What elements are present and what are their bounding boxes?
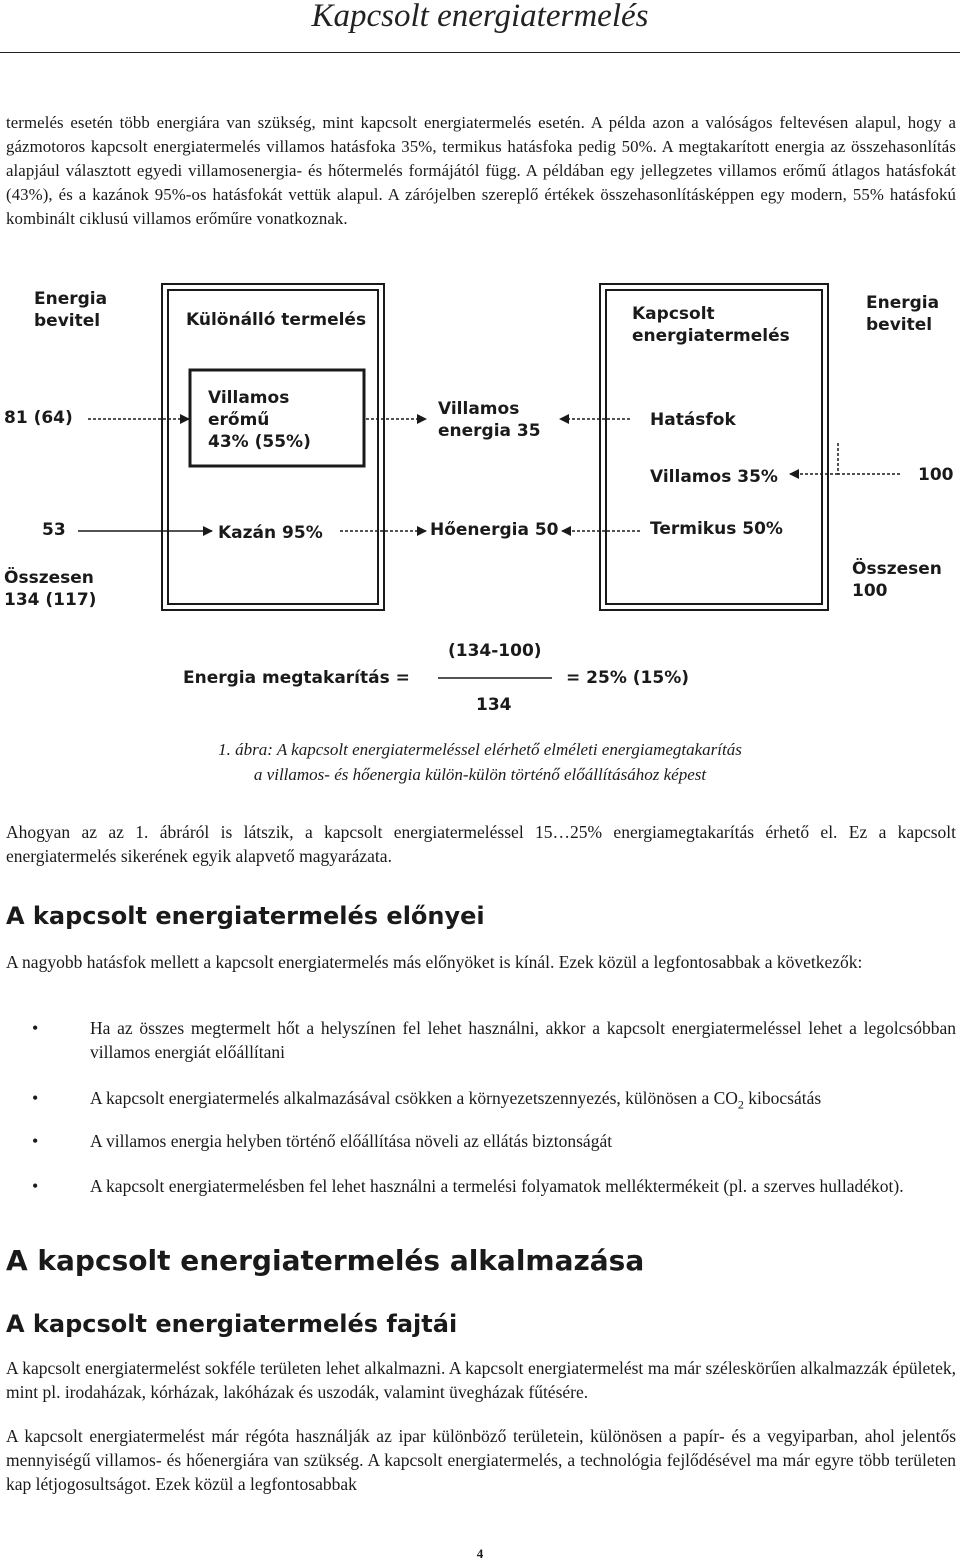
chp-title: Kapcsolt energiatermelés <box>632 304 790 346</box>
figure-caption-line1: 1. ábra: A kapcsolt energiatermeléssel elérhető elméleti energiamegtakarítás <box>218 740 742 759</box>
co2-tail: kibocsátás <box>743 1088 822 1108</box>
chp-input-value: 100 <box>918 465 954 485</box>
electric-energy-value: Villamos energia 35 <box>438 399 541 441</box>
page-number: 4 <box>476 1546 484 1561</box>
electric-efficiency: Villamos 35% <box>650 467 778 487</box>
after-figure-paragraph: Ahogyan az az 1. ábráról is látszik, a kapcsolt energiatermeléssel 15…25% energiamegtakarítás érhető el. Ez a kapcsolt energiatermelés sikerének egyik alapvető magyarázata. <box>6 822 956 866</box>
right-energy-input-header: Energia bevitel <box>866 293 940 335</box>
bullet-text: A kapcsolt energiatermelésben fel lehet használni a termelési folyamatok melléktermékeit (pl. a szerves hulladékot). <box>90 1176 904 1196</box>
left-energy-input-header: Energia bevitel <box>34 289 108 331</box>
bullet-text: A villamos energia helyben történő előállítása növeli az ellátás biztonságát <box>90 1131 613 1151</box>
application-paragraph-2: A kapcsolt energiatermelést már régóta használják az ipar különböző területein, különösen a papír- és a vegyiparban, ahol jelentős mennyiségű villamos- és hőenergiára van szükség. A kapcsolt energiatermelés, a technológia fejlődésével ma már egyre több területen kap létjogosultságot. Ezek közül a legfontosabbak <box>6 1426 956 1494</box>
figure-caption-line2: a villamos- és hőenergia külön-külön történő előállításához képest <box>253 765 707 784</box>
saving-numerator: (134-100) <box>448 641 542 661</box>
bullet-icon: • <box>32 1176 39 1196</box>
heat-energy-value: Hőenergia 50 <box>430 520 559 540</box>
total-right-label: Összesen <box>852 559 942 579</box>
intro-paragraph: termelés esetén több energiára van szükség, mint kapcsolt energiatermelés esetén. A példa azon a valóságos feltevésen alapul, hogy a gázmotoros kapcsolt energiatermelés villamos hatásfoka 35%, termikus hatásfoka pedig 50%. A megtakarított energia az összehasonlítás alapjául választott egyedi villamosenergia- és hőtermelés formájától függ. A példában egy jellegzetes villamos erőmű átlagos hatásfokát (43%), és a kazánok 95%-os hatásfokát vettük alapul. A zárójelben szereplő értékek összehasonlításképpen egy modern, 55% hatásfokú kombinált ciklusú villamos erőműre vonatkoznak. <box>6 113 956 228</box>
saving-denominator: 134 <box>476 695 512 715</box>
running-header-title: Kapcsolt energiatermelés <box>311 0 649 34</box>
energy-diagram <box>0 270 960 720</box>
saving-label: Energia megtakarítás = <box>183 668 410 688</box>
bullet-text-co2 <box>90 1086 956 1117</box>
bullet-icon: • <box>32 1088 39 1108</box>
header-rule <box>0 52 960 53</box>
total-left-value: 134 (117) <box>4 590 97 610</box>
application-heading: A kapcsolt energiatermelés alkalmazása <box>6 1244 645 1277</box>
boiler-label: Kazán 95% <box>218 523 323 543</box>
power-plant-line3: 43% (55%) <box>208 432 311 452</box>
total-right-value: 100 <box>852 581 888 601</box>
co2-subscript: 2 <box>737 1097 744 1112</box>
application-subheading: A kapcsolt energiatermelés fajtái <box>6 1310 458 1338</box>
saving-result: = 25% (15%) <box>566 668 690 688</box>
total-left-label: Összesen <box>4 568 94 588</box>
arrow-chp-input <box>838 442 900 474</box>
application-paragraph-1: A kapcsolt energiatermelést sokféle területen lehet alkalmazni. A kapcsolt energiatermelést ma már széleskörűen alkalmazzák épületek, mint pl. irodaházak, kórházak, lakóházak és uszodák, valamint üvegházak fűtésére. <box>6 1358 956 1402</box>
bullet-icon: • <box>32 1131 39 1151</box>
power-plant-line1: Villamos <box>208 388 290 408</box>
advantages-intro: A nagyobb hatásfok mellett a kapcsolt energiatermelés más előnyöket is kínál. Ezek közül a legfontosabbak a következők: <box>6 952 863 972</box>
thermal-efficiency: Termikus 50% <box>650 519 783 539</box>
input-heat-value: 53 <box>42 520 66 540</box>
bullet-text: A kapcsolt energiatermelés alkalmazásával csökken a környezetszennyezés, különösen a CO <box>90 1088 738 1108</box>
efficiency-label: Hatásfok <box>650 410 736 430</box>
separate-generation-title: Különálló termelés <box>186 310 367 330</box>
input-power-value: 81 (64) <box>4 408 73 428</box>
bullet-icon: • <box>32 1018 39 1038</box>
bullet-text: Ha az összes megtermelt hőt a helyszínen fel lehet használni, akkor a kapcsolt energiatermeléssel lehet a legolcsóbban villamos energiát előállítani <box>90 1018 956 1062</box>
power-plant-line2: erőmű <box>208 410 270 430</box>
advantages-heading: A kapcsolt energiatermelés előnyei <box>6 902 485 930</box>
